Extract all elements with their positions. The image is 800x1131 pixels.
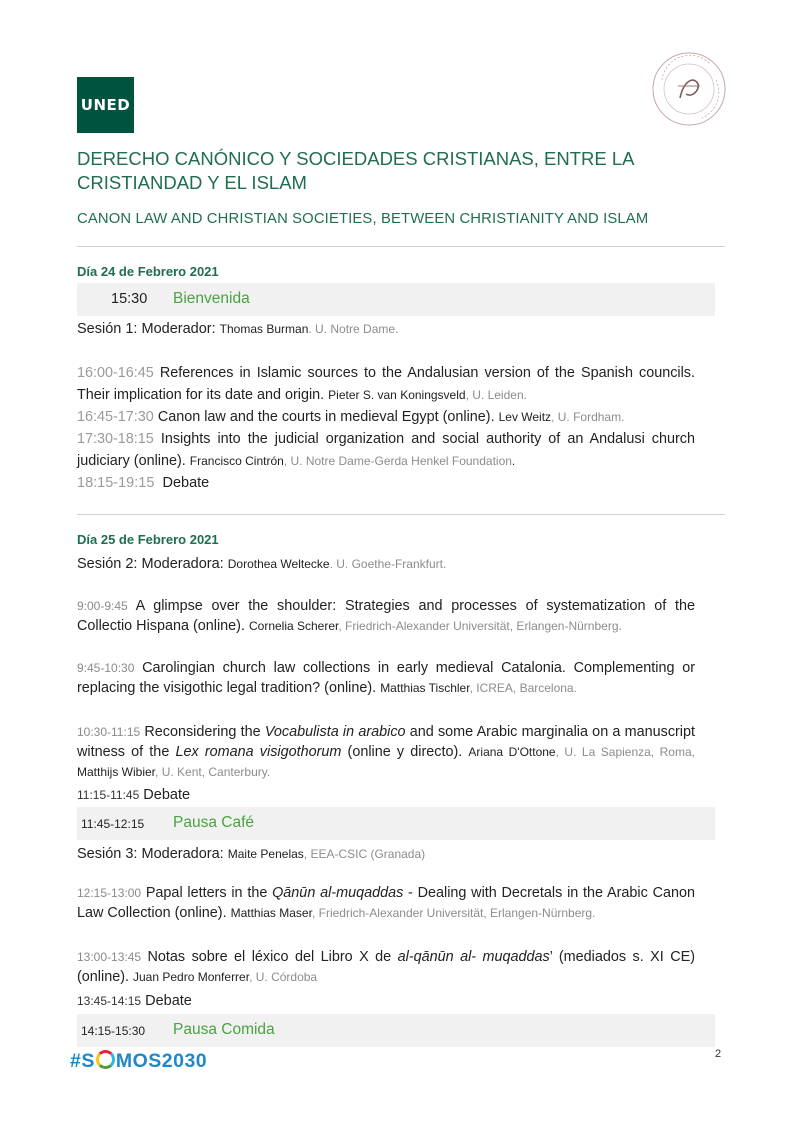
talk-maser: 12:15-13:00 Papal letters in the Qānūn al-muqaddas - Dealing with Decretals in the Arabic Canon Law Collection (online). Matthias Maser, Friedrich-Alexander Universität, Erlangen-Nürnberg.	[77, 885, 695, 921]
lunch-time: 14:15-15:30	[81, 1024, 146, 1038]
coffee-time: 11:45-12:15	[81, 817, 145, 831]
lunch-label: Pausa Comida	[173, 1021, 275, 1038]
somos2030-logo: #S MOS2030	[70, 1050, 208, 1072]
talk-cintron: 17:30-18:15 Insights into the judicial organization and social authority of an Andalusi church judiciary (online). Francisco Cintrón, U. Notre Dame-Gerda Henkel Foundation.	[77, 431, 695, 469]
sdg-wheel-icon	[96, 1050, 115, 1069]
welcome-band	[77, 283, 715, 316]
divider	[77, 246, 725, 247]
page-number: 2	[715, 1048, 722, 1060]
title-english: CANON LAW AND CHRISTIAN SOCIETIES, BETWEEN CHRISTIANITY AND ISLAM	[77, 211, 649, 227]
day-heading: Día 25 de Febrero 2021	[77, 532, 219, 547]
welcome-time: 15:30	[111, 291, 148, 307]
talk-scherer: 9:00-9:45 A glimpse over the shoulder: Strategies and processes of systematization of the Collectio Hispana (online). Cornelia Scherer, Friedrich-Alexander Universität, Erlangen-Nürnberg.	[77, 598, 695, 634]
lunch-break-band	[77, 1014, 715, 1047]
talk-dottone-wibier: 10:30-11:15 Reconsidering the Vocabulista in arabico and some Arabic marginalia on a manuscript witness of the Lex romana visigothorum (online y directo). Ariana D'Ottone, U. La Sapienza, Roma, Matthijs Wibier, U. Kent, Canterbury.	[77, 724, 696, 779]
talk-weitz: 16:45-17:30 Canon law and the courts in medieval Egypt (online). Lev Weitz, U. Fordham.	[77, 409, 625, 425]
session-1-moderator: Sesión 1: Moderador: Thomas Burman. U. Notre Dame.	[77, 321, 399, 337]
session-3-moderator: Sesión 3: Moderadora: Maite Penelas, EEA-CSIC (Granada)	[77, 846, 426, 862]
collectio-seal-logo	[650, 50, 728, 128]
coffee-break-band	[77, 807, 715, 840]
talk-van-koningsveld: 16:00-16:45 References in Islamic sources to the Andalusian version of the Spanish councils. Their implication for its date and origin. Pieter S. van Koningsveld, U. Leiden.	[77, 365, 695, 403]
coffee-label: Pausa Café	[173, 814, 254, 831]
debate-day1: 18:15-19:15 Debate	[77, 475, 210, 491]
title-spanish: DERECHO CANÓNICO Y SOCIEDADES CRISTIANAS, ENTRE LA CRISTIANDAD Y EL ISLAM	[77, 148, 635, 193]
session-2-moderator: Sesión 2: Moderadora: Dorothea Weltecke. U. Goethe-Frankfurt.	[77, 556, 447, 572]
day-heading: Día 24 de Febrero 2021	[77, 264, 219, 279]
uned-logo: UNED	[77, 77, 134, 133]
debate-session2: 11:15-11:45 Debate	[77, 787, 191, 803]
divider	[77, 514, 725, 515]
talk-tischler: 9:45-10:30 Carolingian church law collections in early medieval Catalonia. Complementing or replacing the visigothic legal tradition? (online). Matthias Tischler, ICREA, Barcelona.	[77, 660, 695, 696]
welcome-label: Bienvenida	[173, 290, 250, 307]
talk-monferrer: 13:00-13:45 Notas sobre el léxico del Libro X de al-qānūn al- muqaddas’ (mediados s. XI CE) (online). Juan Pedro Monferrer, U. Córdoba	[77, 949, 696, 985]
debate-session3: 13:45-14:15 Debate	[77, 993, 192, 1009]
